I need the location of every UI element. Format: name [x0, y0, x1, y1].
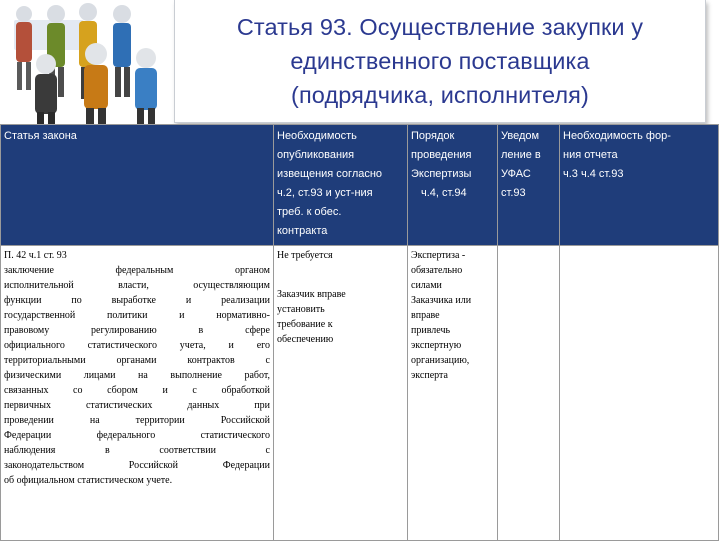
publication-text-line: Заказчик вправе	[277, 289, 346, 300]
header-notification	[498, 125, 560, 246]
person-figure	[35, 54, 57, 128]
slide-title-line: единственного поставщика	[290, 48, 590, 74]
expertise-text-line: организацию,	[411, 355, 470, 366]
slide-title-box	[174, 0, 706, 123]
table-row	[1, 246, 719, 541]
law-text-line: проведении на территории Российской	[4, 415, 270, 426]
expertise-text-line: эксперта	[411, 370, 448, 381]
header-report	[560, 125, 719, 246]
person-figure	[16, 6, 32, 90]
expertise-text-line: Экспертиза -	[411, 250, 466, 261]
header-law-article	[1, 125, 274, 246]
header-line: ч.3 ч.4 ст.93	[563, 168, 624, 180]
law-text-line: государственной политики и нормативно-	[4, 310, 270, 321]
header-line: УФАС	[501, 168, 531, 180]
header-line: контракта	[277, 225, 328, 237]
law-text-line: П. 42 ч.1 ст. 93	[4, 250, 67, 261]
expertise-text-line: Заказчика или	[411, 295, 472, 306]
law-text-line: заключение федеральным органом	[4, 265, 270, 276]
law-text-line: Федерации федерального статистического	[4, 430, 270, 441]
header-line: Уведом	[501, 130, 540, 142]
expertise-text-line: силами	[411, 280, 442, 291]
procurement-table	[0, 124, 719, 541]
header-line: Порядок	[411, 130, 455, 142]
publication-text-line: требование к	[277, 319, 333, 330]
law-text-line: официального статистического учета, и его	[4, 340, 270, 351]
header-line: проведения	[411, 149, 472, 161]
report-cell	[560, 246, 719, 541]
law-text-line: связанных со сбором и с обработкой	[4, 385, 270, 396]
expertise-text-line: вправе	[411, 310, 440, 321]
law-text-line: законодательством Российской Федерации	[4, 460, 270, 471]
publication-requirement: Не требуется	[277, 250, 333, 261]
header-line: ст.93	[501, 187, 526, 199]
expertise-text-line: обязательно	[411, 265, 463, 276]
header-line: треб. к обес.	[277, 206, 342, 218]
slide-title-line: Статья 93. Осуществление закупки у	[236, 14, 644, 40]
header-line: Необходимость фор-	[563, 130, 671, 142]
business-people-illustration	[0, 0, 175, 128]
law-article-cell	[1, 246, 274, 541]
header-line: опубликования	[277, 149, 355, 161]
publication-text-line: установить	[277, 304, 325, 315]
person-figure	[84, 43, 108, 128]
law-text-line: функции по выработке и реализации	[4, 295, 270, 306]
header-line: Экспертизы	[411, 168, 472, 180]
header-line: ния отчета	[563, 149, 618, 161]
header-expertise	[408, 125, 498, 246]
law-text-line: физическими лицами на выполнение работ,	[4, 370, 270, 381]
law-text-line: наблюдения в соответствии с	[4, 445, 270, 456]
header-line: ч.2, ст.93 и уст-ния	[277, 187, 373, 199]
header-line: Статья закона	[4, 130, 77, 142]
expertise-text-line: привлечь	[411, 325, 451, 336]
expertise-text-line: экспертную	[411, 340, 462, 351]
publication-text-line: обеспечению	[277, 334, 334, 345]
expertise-cell	[408, 246, 498, 541]
law-text-line: первичных статистических данных при	[4, 400, 270, 411]
publication-cell	[274, 246, 408, 541]
notification-cell	[498, 246, 560, 541]
law-text-line: об официальном статистическом учете.	[4, 475, 173, 486]
law-text-line: исполнительной власти, осуществляющим	[4, 280, 270, 291]
header-line: Необходимость	[277, 130, 357, 142]
person-figure	[135, 48, 157, 128]
law-text-line: территориальными органами контрактов с	[4, 355, 270, 366]
header-line: извещения согласно	[277, 168, 383, 180]
header-line: ление в	[501, 149, 541, 161]
table-header-row	[1, 125, 719, 246]
header-line: ч.4, ст.94	[421, 187, 467, 199]
slide-title-line: (подрядчика, исполнителя)	[291, 82, 589, 108]
header-publication	[274, 125, 408, 246]
person-figure	[113, 5, 131, 97]
law-text-line: правовому регулированию в сфере	[4, 325, 270, 336]
